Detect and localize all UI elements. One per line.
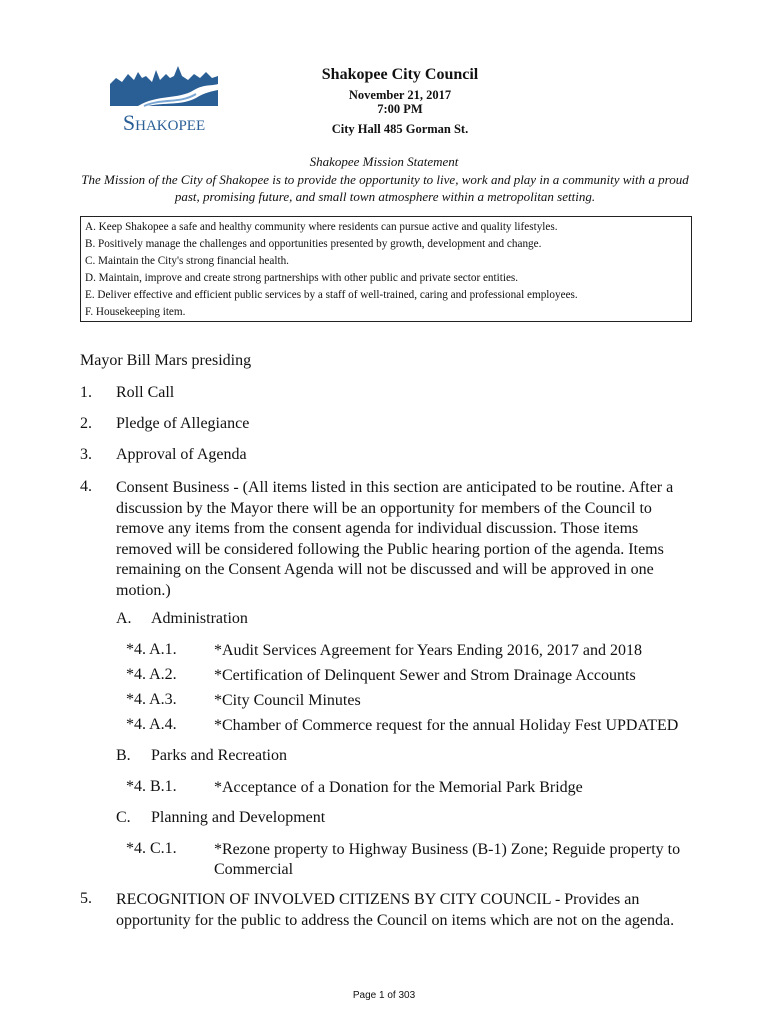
goal-item: F. Housekeeping item.: [85, 306, 186, 318]
item-number: 4.: [80, 478, 92, 495]
item-number: 3.: [80, 446, 92, 463]
section-title: Planning and Development: [151, 809, 326, 826]
item-code: *4. A.3.: [126, 691, 177, 708]
item-text: Consent Business - (All items listed in this section are anticipated to be routine. After a discussion by the Mayor there will be an opportunity for members of the Council to remove any items from the consent agenda for individual discussion. Those items removed will be considered following the Public hearing portion of the agenda. Items remaining on the Consent Agenda will not be discussed and will be approved in one motion.): [116, 479, 674, 599]
goal-item: E. Deliver effective and efficient public services by a staff of well-trained, caring and professional employees.: [85, 289, 578, 301]
section-title: Parks and Recreation: [151, 747, 287, 764]
goal-item: A. Keep Shakopee a safe and healthy community where residents can pursue active and quality lifestyles.: [85, 221, 558, 233]
item-link[interactable]: *Rezone property to Highway Business (B-1) Zone; Reguide property to Commercial: [214, 841, 681, 878]
mission-text: The Mission of the City of Shakopee is to provide the opportunity to live, work and play in a community with a proud past, promising future, and small town atmosphere within a metropolitan setting.: [81, 172, 689, 204]
item-code: *4. A.2.: [126, 666, 177, 683]
item-link[interactable]: *Certification of Delinquent Sewer and Strom Drainage Accounts: [214, 667, 636, 684]
item-text: Pledge of Allegiance: [116, 415, 250, 432]
presiding-text: Mayor Bill Mars presiding: [80, 352, 252, 369]
item-link[interactable]: *Chamber of Commerce request for the annual Holiday Fest UPDATED: [214, 717, 679, 734]
council-title: Shakopee City Council: [321, 66, 479, 83]
section-letter: B.: [116, 747, 131, 764]
item-text: Approval of Agenda: [116, 446, 247, 463]
goal-item: B. Positively manage the challenges and opportunities presented by growth, development and change.: [85, 238, 542, 250]
section-title: Administration: [151, 610, 248, 627]
goals-box: [80, 216, 692, 322]
page-number: Page 1 of 303: [352, 990, 416, 1001]
item-number: 5.: [80, 890, 92, 907]
meeting-date: November 21, 2017: [348, 88, 452, 102]
item-text: Roll Call: [116, 384, 175, 401]
item-code: *4. A.1.: [126, 641, 177, 658]
item-link[interactable]: *City Council Minutes: [214, 692, 361, 709]
item-code: *4. B.1.: [126, 778, 177, 795]
goal-item: D. Maintain, improve and create strong partnerships with other public and private sector entities.: [85, 272, 519, 284]
meeting-location: City Hall 485 Gorman St.: [331, 122, 469, 136]
item-number: 1.: [80, 384, 92, 401]
item-code: *4. C.1.: [126, 840, 177, 857]
goal-item: C. Maintain the City's strong financial health.: [85, 255, 289, 267]
item-number: 2.: [80, 415, 92, 432]
section-letter: C.: [116, 809, 131, 826]
logo-wordmark: Shakopee: [122, 110, 206, 135]
item-text: RECOGNITION OF INVOLVED CITIZENS BY CITY COUNCIL - Provides an opportunity for the public to address the Council on items which are not on the agenda.: [116, 891, 675, 929]
item-code: *4. A.4.: [126, 716, 177, 733]
section-letter: A.: [116, 610, 132, 627]
item-link[interactable]: *Audit Services Agreement for Years Ending 2016, 2017 and 2018: [214, 642, 642, 659]
mission-heading: Shakopee Mission Statement: [309, 154, 459, 169]
meeting-time: 7:00 PM: [377, 102, 423, 116]
item-link[interactable]: *Acceptance of a Donation for the Memorial Park Bridge: [214, 779, 583, 796]
